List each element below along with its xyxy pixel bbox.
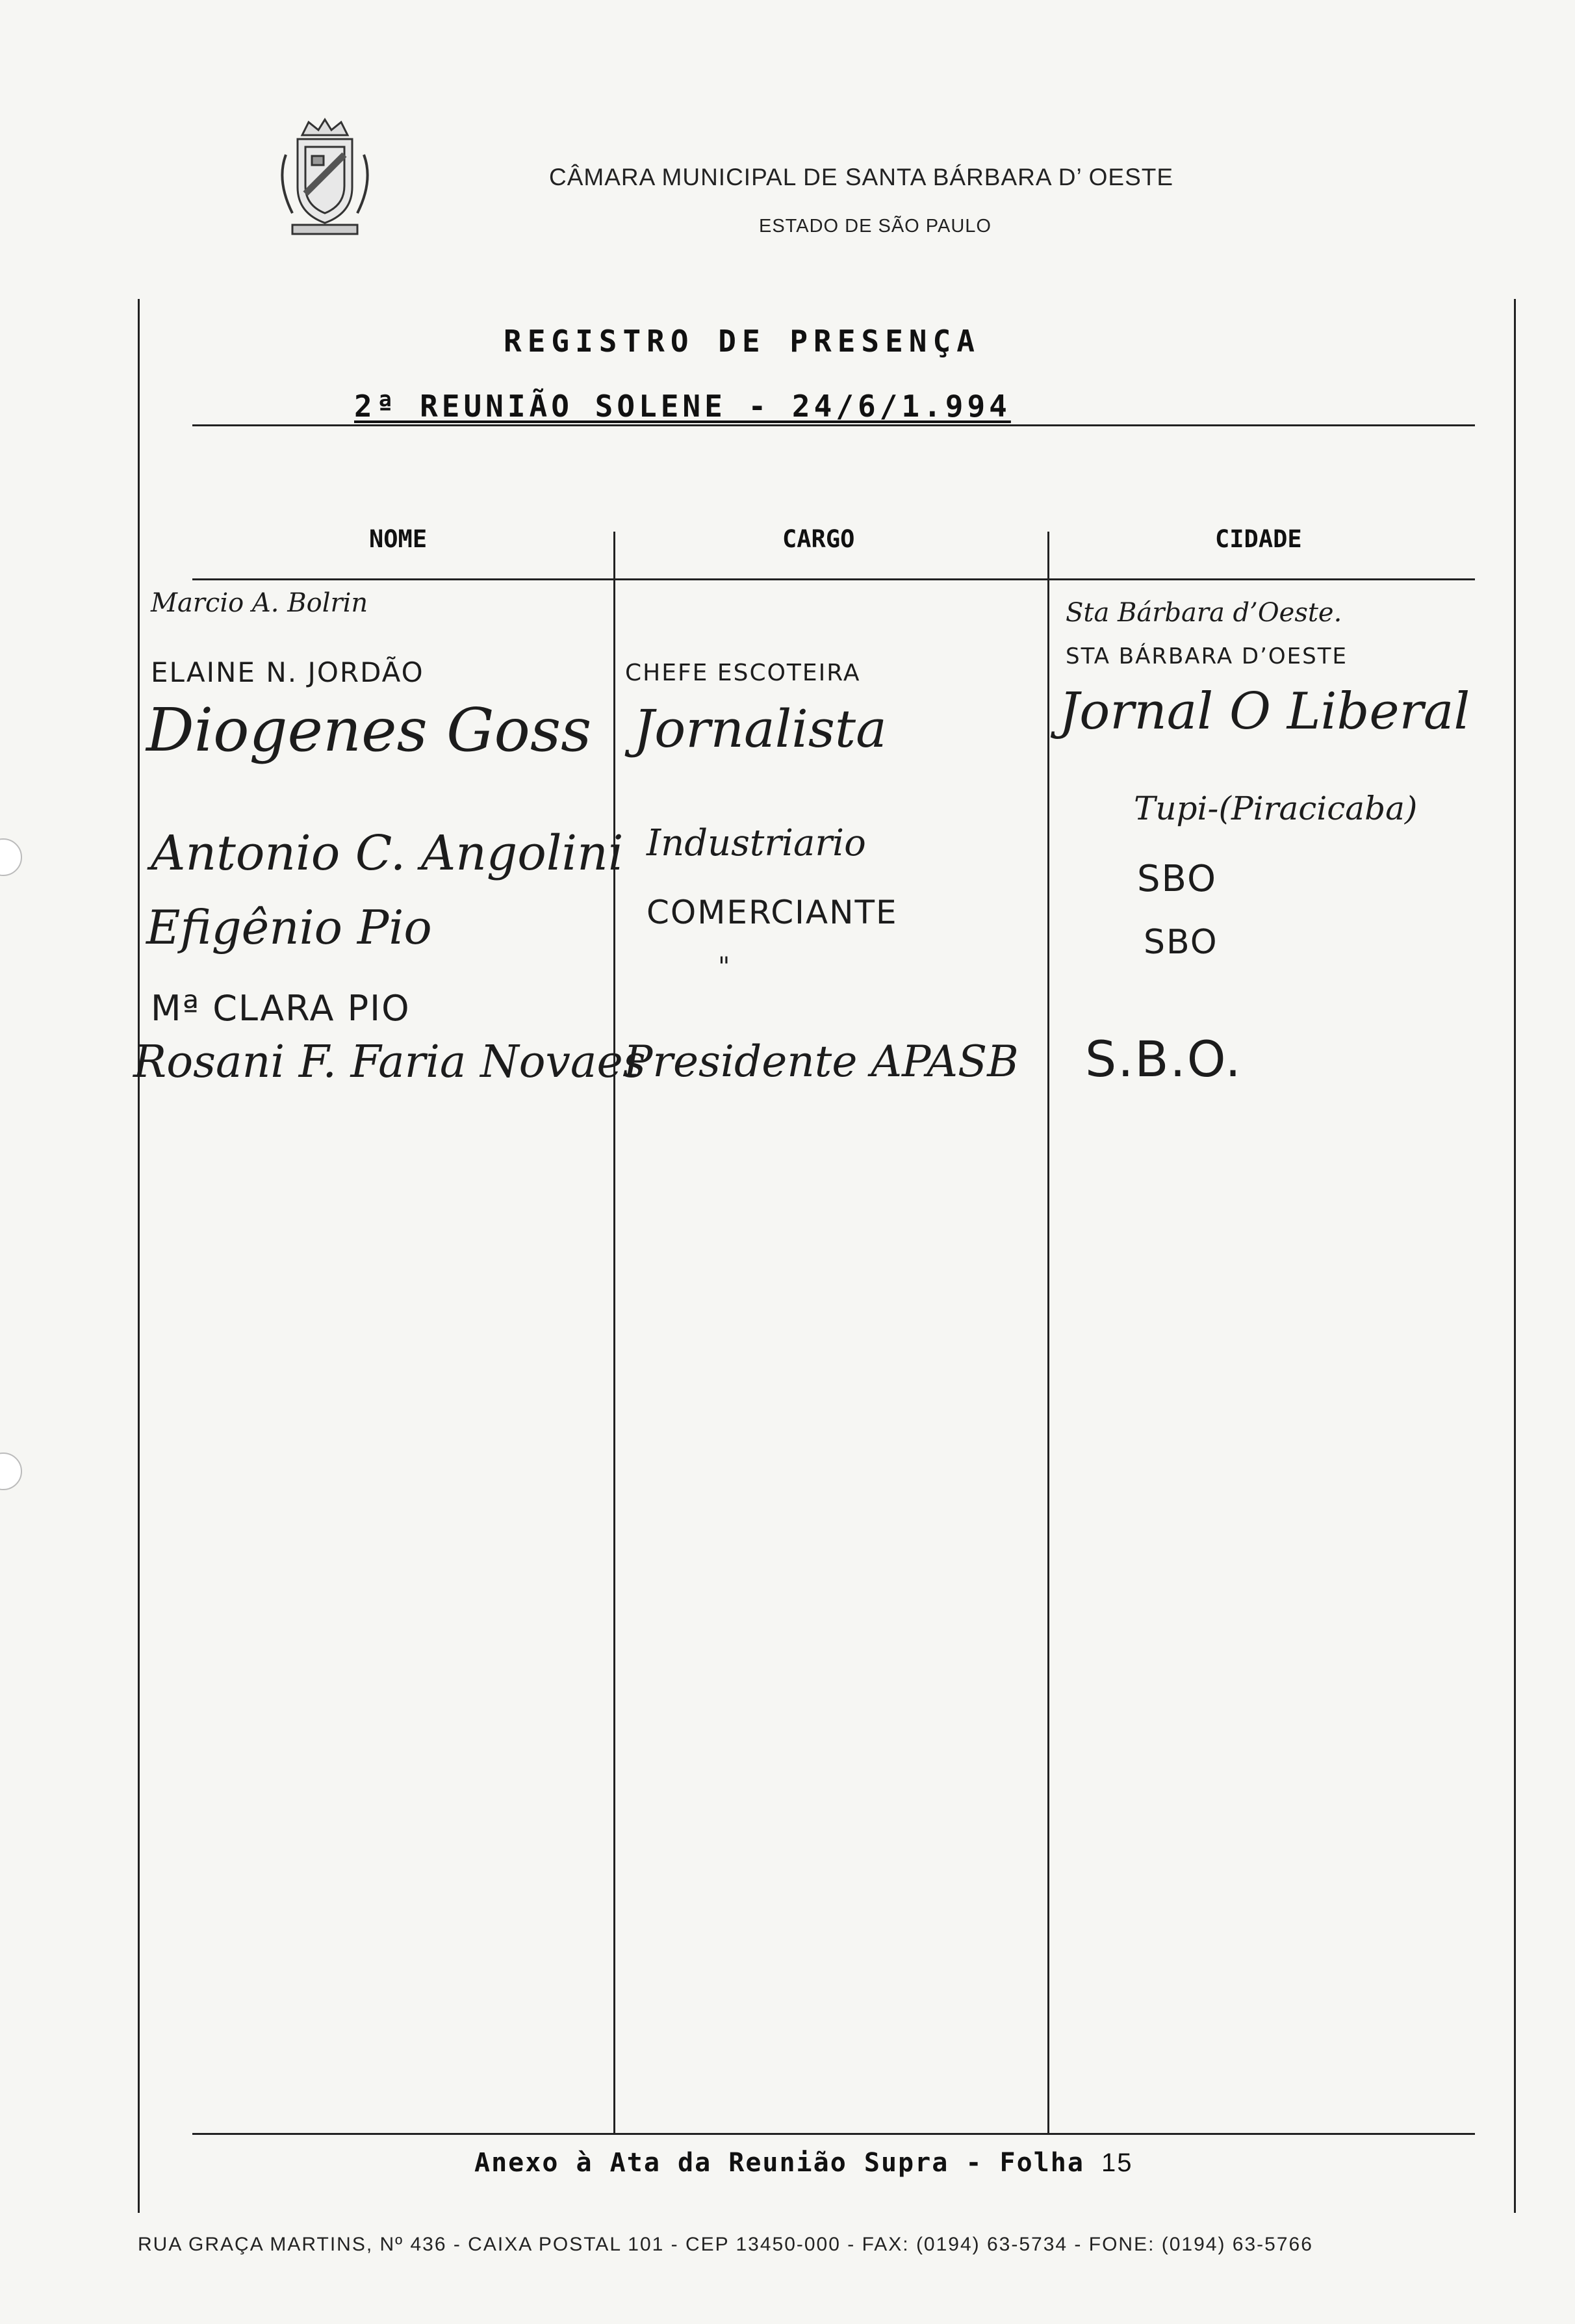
document-subtitle: 2ª REUNIÃO SOLENE - 24/6/1.994	[354, 389, 1011, 424]
header-rule	[192, 578, 1475, 580]
institution-name: CÂMARA MUNICIPAL DE SANTA BÁRBARA D’ OESTE	[549, 164, 1174, 190]
column-header-nome: NOME	[369, 525, 428, 553]
table-cell-cidade: Tupi-(Piracicaba)	[1134, 790, 1418, 827]
table-cell-nome: Antonio C. Angolini	[151, 825, 624, 881]
annex-text: Anexo à Ata da Reunião Supra - Folha	[474, 2148, 1084, 2178]
column-divider-2	[1047, 532, 1049, 2134]
annex-note	[474, 2148, 1133, 2178]
table-cell-cidade: STA BÁRBARA D’OESTE	[1066, 643, 1348, 669]
punch-hole	[0, 1452, 22, 1490]
state-name: ESTADO DE SÃO PAULO	[759, 216, 992, 237]
table-bottom-rule	[192, 2133, 1475, 2135]
table-cell-nome: Marcio A. Bolrin	[151, 588, 368, 618]
table-cell-cargo: COMERCIANTE	[647, 894, 898, 931]
table-cell-cargo: Jornalista	[634, 699, 887, 759]
column-header-cargo: CARGO	[782, 525, 855, 553]
table-cell-cidade: SBO	[1137, 858, 1218, 900]
table-cell-cidade: Jornal O Liberal	[1059, 682, 1470, 741]
subtitle-rule	[192, 424, 1475, 426]
table-cell-nome: Rosani F. Faria Novaes	[133, 1037, 646, 1088]
table-cell-nome: Diogenes Goss	[146, 695, 592, 765]
table-cell-cargo: Presidente APASB	[624, 1037, 1019, 1087]
table-cell-cidade: SBO	[1144, 923, 1218, 962]
punch-hole	[0, 838, 22, 876]
table-cell-nome: ELAINE N. JORDÃO	[151, 656, 424, 688]
document-title: REGISTRO DE PRESENÇA	[504, 324, 980, 359]
footer-address: RUA GRAÇA MARTINS, Nº 436 - CAIXA POSTAL 101 - CEP 13450-000 - FAX: (0194) 63-5734 - FONE: (0194) 63-5766	[138, 2234, 1313, 2255]
table-cell-cargo: CHEFE ESCOTEIRA	[625, 660, 861, 686]
table-cell-nome: Mª CLARA PIO	[151, 988, 411, 1029]
frame-right-border	[1514, 299, 1516, 2213]
frame-left-border	[138, 299, 140, 2213]
column-divider-1	[613, 532, 615, 2134]
table-cell-cidade: S.B.O.	[1085, 1030, 1242, 1088]
table-cell-nome: Efigênio Pio	[146, 900, 432, 955]
table-cell-cargo: "	[718, 952, 730, 982]
column-header-cidade: CIDADE	[1215, 525, 1302, 553]
table-cell-cidade: Sta Bárbara d’Oeste.	[1066, 598, 1342, 628]
table-cell-cargo: Industriario	[647, 822, 866, 864]
coat-of-arms-icon	[273, 116, 377, 239]
folha-number: 15	[1101, 2149, 1133, 2177]
